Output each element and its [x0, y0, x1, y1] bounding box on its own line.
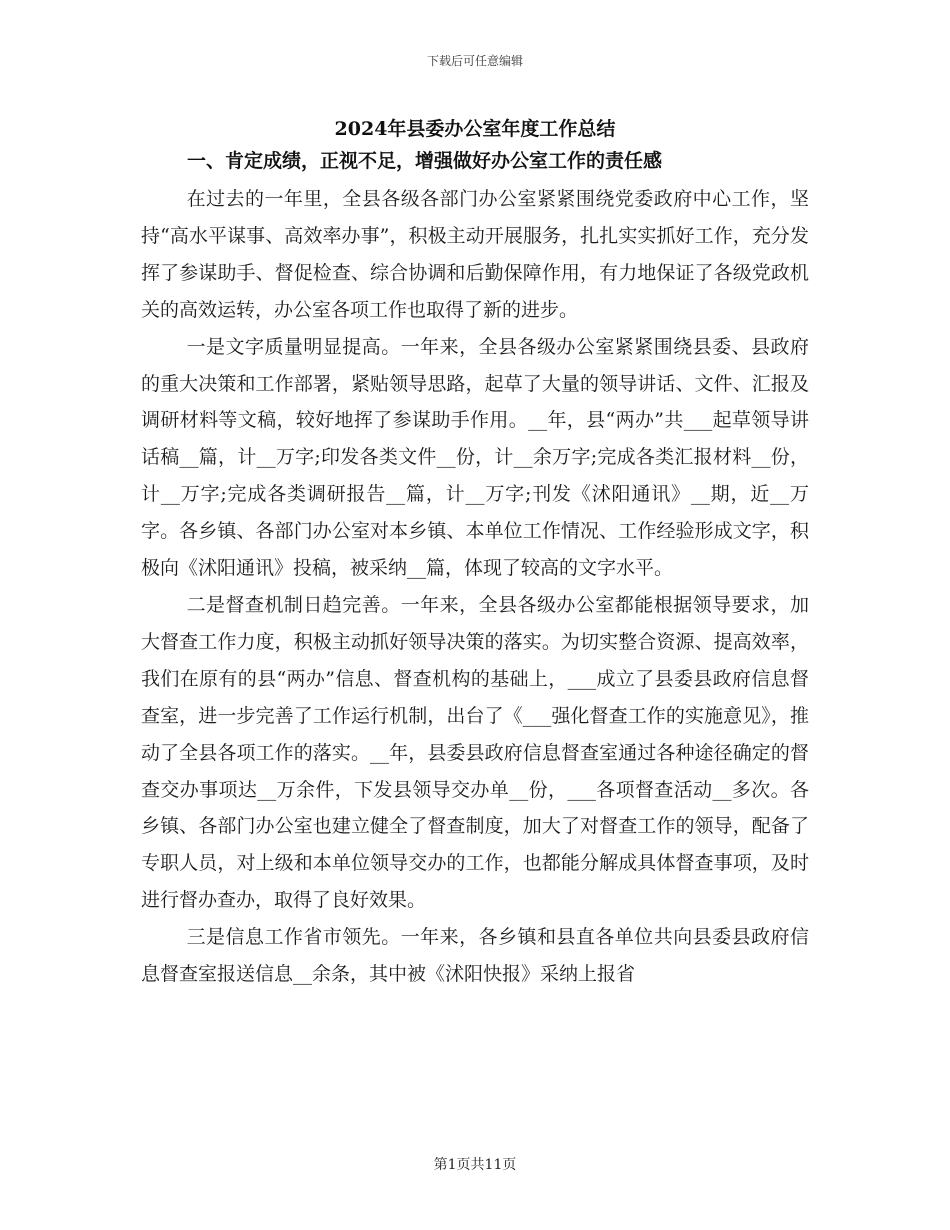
paragraph-supervision: 二是督查机制日趋完善。一年来，全县各级办公室都能根据领导要求，加大督查工作力度，积极主动抓好领导决策的落实。为切实整合资源、提高效率，我们在原有的县“两办”信息、督查机构的基础上，___成立了县委县政府信息督查室，进一步完善了工作运行机制，出台了《___强化督查工作的实施意见》，推动了全县各项工作的落实。__年，县委县政府信息督查室通过各种途径确定的督查交办事项达__万余件，下发县领导交办单__份，___各项督查活动__多次。各乡镇、各部门办公室也建立健全了督查制度，加大了对督查工作的领导，配备了专职人员，对上级和本单位领导交办的工作，也都能分解成具体督查事项，及时进行督办查办，取得了良好效果。	[141, 593, 809, 912]
document-body	[141, 181, 809, 993]
paragraph-information-work: 三是信息工作省市领先。一年来，各乡镇和县直各单位共向县委县政府信息督查室报送信息__余条，其中被《沭阳快报》采纳上报省	[141, 926, 809, 986]
paragraph-writing-quality: 一是文字质量明显提高。一年来，全县各级办公室紧紧围绕县委、县政府的重大决策和工作部署，紧贴领导思路，起草了大量的领导讲话、文件、汇报及调研材料等文稿，较好地挥了参谋助手作用。__年，县“两办”共___起草领导讲话稿__篇，计__万字;印发各类文件__份，计__余万字;完成各类汇报材料__份，计__万字;完成各类调研报告__篇，计__万字;刊发《沭阳通讯》__期，近__万字。各乡镇、各部门办公室对本乡镇、本单位工作情况、工作经验形成文字，积极向《沭阳通讯》投稿，被采纳__篇，体现了较高的文字水平。	[141, 335, 809, 580]
paragraph-intro: 在过去的一年里，全县各级各部门办公室紧紧围绕党委政府中心工作，坚持“高水平谋事、高效率办事”，积极主动开展服务，扎扎实实抓好工作，充分发挥了参谋助手、督促检查、综合协调和后勤保障作用，有力地保证了各级党政机关的高效运转，办公室各项工作也取得了新的进步。	[141, 188, 809, 321]
document-title: 2024年县委办公室年度工作总结	[334, 118, 616, 140]
page-number: 第1页共11页	[433, 1157, 517, 1173]
section-heading: 一、肯定成绩，正视不足，增强做好办公室工作的责任感	[187, 150, 663, 172]
page-header-note: 下载后可任意编辑	[426, 54, 523, 68]
